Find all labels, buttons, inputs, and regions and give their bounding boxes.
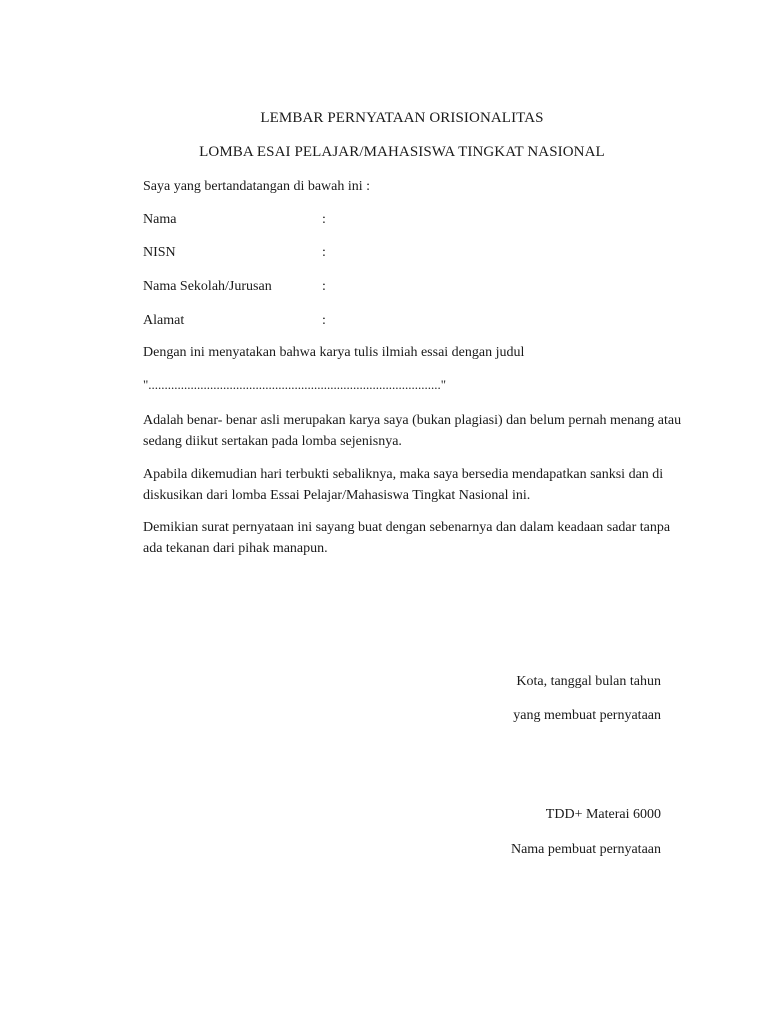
signature-stamp-note: TDD+ Materai 6000 <box>545 807 661 822</box>
signer-role: yang membuat pernyataan <box>513 708 661 723</box>
intro-text: Saya yang bertandatangan di bawah ini : <box>143 179 371 194</box>
document-title: LEMBAR PERNYATAAN ORISIONALITAS <box>260 110 544 126</box>
field-colon-nama: : <box>322 212 326 227</box>
signer-name: Nama pembuat pernyataan <box>510 842 661 857</box>
field-colon-alamat: : <box>322 313 326 328</box>
statement-text: Dengan ini menyatakan bahwa karya tulis ilmiah essai dengan judul <box>143 345 525 360</box>
field-label-sekolah: Nama Sekolah/Jurusan <box>143 279 272 294</box>
originality-paragraph: Adalah benar- benar asli merupakan karya saya (bukan plagiasi) dan belum pernah menang atau sedang diikut sertakan pada lomba sejenisnya. <box>143 413 682 449</box>
place-date: Kota, tanggal bulan tahun <box>516 674 661 689</box>
document-subtitle: LOMBA ESAI PELAJAR/MAHASISWA TINGKAT NASIONAL <box>199 144 605 160</box>
field-colon-nisn: : <box>322 245 326 260</box>
field-label-alamat: Alamat <box>143 313 185 328</box>
field-label-nisn: NISN <box>143 245 176 260</box>
closing-paragraph: Demikian surat pernyataan ini sayang buat dengan sebenarnya dan dalam keadaan sadar tanpa ada tekanan dari pihak manapun. <box>143 520 671 556</box>
sanction-paragraph: Apabila dikemudian hari terbukti sebaliknya, maka saya bersedia mendapatkan sanksi dan di diskusikan dari lomba Essai Pelajar/Mahasiswa Tingkat Nasional ini. <box>143 467 664 503</box>
field-label-nama: Nama <box>143 212 177 227</box>
field-colon-sekolah: : <box>322 279 326 294</box>
essay-title-placeholder: ".........................................................................................." <box>143 377 447 392</box>
